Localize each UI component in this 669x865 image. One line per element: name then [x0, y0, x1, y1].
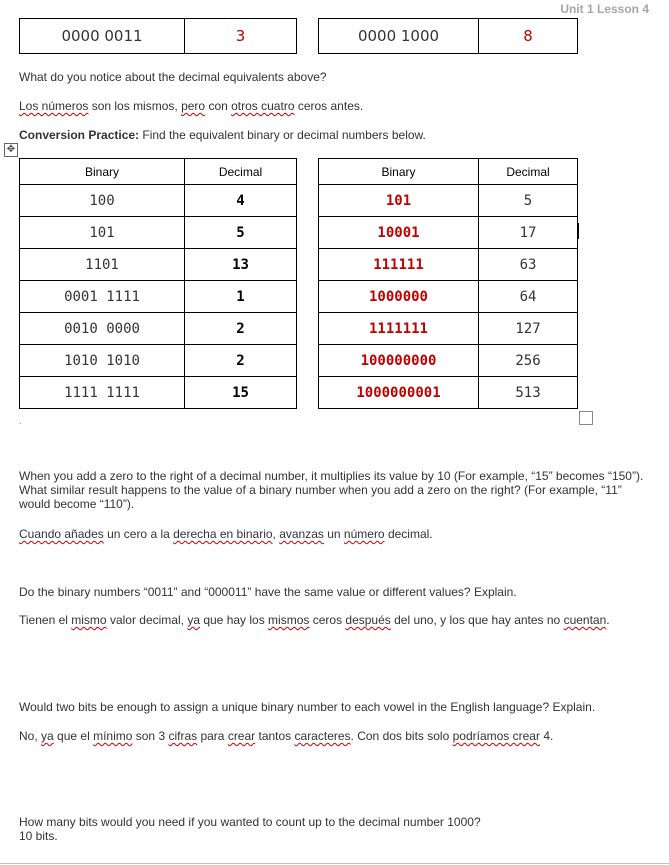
- decimal-cell[interactable]: 64: [479, 281, 578, 313]
- table-row: [20, 217, 297, 249]
- column-header-binary: Binary: [20, 159, 185, 185]
- answer-add-zero[interactable]: Cuando añades un cero a la derecha en binario, avanzas un número decimal.: [19, 527, 433, 541]
- binary-cell[interactable]: 1000000001: [319, 377, 479, 409]
- decimal-cell[interactable]: 2: [185, 313, 297, 345]
- table-row: [20, 313, 297, 345]
- table-row: [319, 377, 578, 409]
- practice-label: Conversion Practice:: [19, 128, 140, 142]
- question-add-zero[interactable]: [19, 469, 649, 511]
- question-two-bits[interactable]: Would two bits be enough to assign a unique binary number to each vowel in the English language? Explain.: [19, 700, 596, 714]
- conversion-table-right: [318, 158, 578, 409]
- binary-cell[interactable]: 1111111: [319, 313, 479, 345]
- decimal-cell[interactable]: 256: [479, 345, 578, 377]
- table-row: [20, 281, 297, 313]
- answer-count-1000[interactable]: 10 bits.: [19, 829, 58, 843]
- question-notice[interactable]: What do you notice about the decimal equivalents above?: [19, 70, 327, 84]
- question-add-zero-line-1: When you add a zero to the right of a decimal number, it multiplies its value by 10 (For example, “15” becomes “150”).: [19, 469, 644, 483]
- example-decimal[interactable]: 3: [185, 19, 297, 54]
- binary-cell[interactable]: 10001: [319, 217, 479, 249]
- practice-instructions[interactable]: [19, 128, 649, 142]
- practice-text: Find the equivalent binary or decimal numbers below.: [139, 128, 426, 142]
- page-bottom-rule: [0, 863, 669, 864]
- table-row: [20, 185, 297, 217]
- text-cursor: [578, 223, 579, 239]
- table-row: [319, 217, 578, 249]
- column-header-decimal: Decimal: [185, 159, 297, 185]
- column-header-decimal: Decimal: [479, 159, 578, 185]
- decimal-cell[interactable]: 15: [185, 377, 297, 409]
- example-table-1: [19, 18, 297, 54]
- table-row: [20, 377, 297, 409]
- table-row: [319, 249, 578, 281]
- table-row: [319, 185, 578, 217]
- question-count-1000[interactable]: How many bits would you need if you wanted to count up to the decimal number 1000?: [19, 815, 481, 829]
- answer-same-value[interactable]: Tienen el mismo valor decimal, ya que hay los mismos ceros después del uno, y los que hay antes no cuentan.: [19, 613, 610, 627]
- binary-cell[interactable]: 100000000: [319, 345, 479, 377]
- binary-cell[interactable]: 1101: [20, 249, 185, 281]
- binary-cell[interactable]: 1010 1010: [20, 345, 185, 377]
- decimal-cell[interactable]: 513: [479, 377, 578, 409]
- answer-two-bits[interactable]: No, ya que el mínimo son 3 cifras para crear tantos caracteres. Con dos bits solo podríamos crear 4.: [19, 729, 554, 743]
- column-header-binary: Binary: [319, 159, 479, 185]
- binary-cell[interactable]: 101: [20, 217, 185, 249]
- binary-cell[interactable]: 111111: [319, 249, 479, 281]
- example-binary[interactable]: 0000 0011: [20, 19, 185, 54]
- table-resize-handle[interactable]: [579, 411, 593, 425]
- answer-notice[interactable]: Los números son los mismos, pero con otros cuatro ceros antes.: [19, 99, 364, 113]
- decimal-cell[interactable]: 1: [185, 281, 297, 313]
- decimal-cell[interactable]: 2: [185, 345, 297, 377]
- table-row: [20, 249, 297, 281]
- paragraph-mark: .: [19, 416, 22, 426]
- table-move-handle-icon[interactable]: ✥: [4, 143, 18, 157]
- example-decimal[interactable]: 8: [479, 19, 578, 54]
- decimal-cell[interactable]: 5: [479, 185, 578, 217]
- question-add-zero-line-3: would become “110”).: [19, 497, 135, 511]
- binary-cell[interactable]: 0001 1111: [20, 281, 185, 313]
- decimal-cell[interactable]: 4: [185, 185, 297, 217]
- binary-cell[interactable]: 0010 0000: [20, 313, 185, 345]
- binary-cell[interactable]: 1111 1111: [20, 377, 185, 409]
- example-table-2: [318, 18, 578, 54]
- table-row: [319, 345, 578, 377]
- table-row: [319, 313, 578, 345]
- decimal-cell[interactable]: 63: [479, 249, 578, 281]
- decimal-cell[interactable]: 127: [479, 313, 578, 345]
- example-binary[interactable]: 0000 1000: [319, 19, 479, 54]
- decimal-cell[interactable]: 13: [185, 249, 297, 281]
- decimal-cell[interactable]: 17: [479, 217, 578, 249]
- table-row: [20, 345, 297, 377]
- decimal-cell[interactable]: 5: [185, 217, 297, 249]
- question-add-zero-line-2: What similar result happens to the value of a binary number when you add a zero on the right? (For example, “11”: [19, 483, 622, 497]
- conversion-table-left: [19, 158, 297, 409]
- binary-cell[interactable]: 100: [20, 185, 185, 217]
- table-row: [319, 281, 578, 313]
- binary-cell[interactable]: 1000000: [319, 281, 479, 313]
- unit-header: Unit 1 Lesson 4: [560, 2, 649, 16]
- binary-cell[interactable]: 101: [319, 185, 479, 217]
- question-same-value[interactable]: Do the binary numbers “0011” and “000011” have the same value or different values? Explain.: [19, 585, 517, 599]
